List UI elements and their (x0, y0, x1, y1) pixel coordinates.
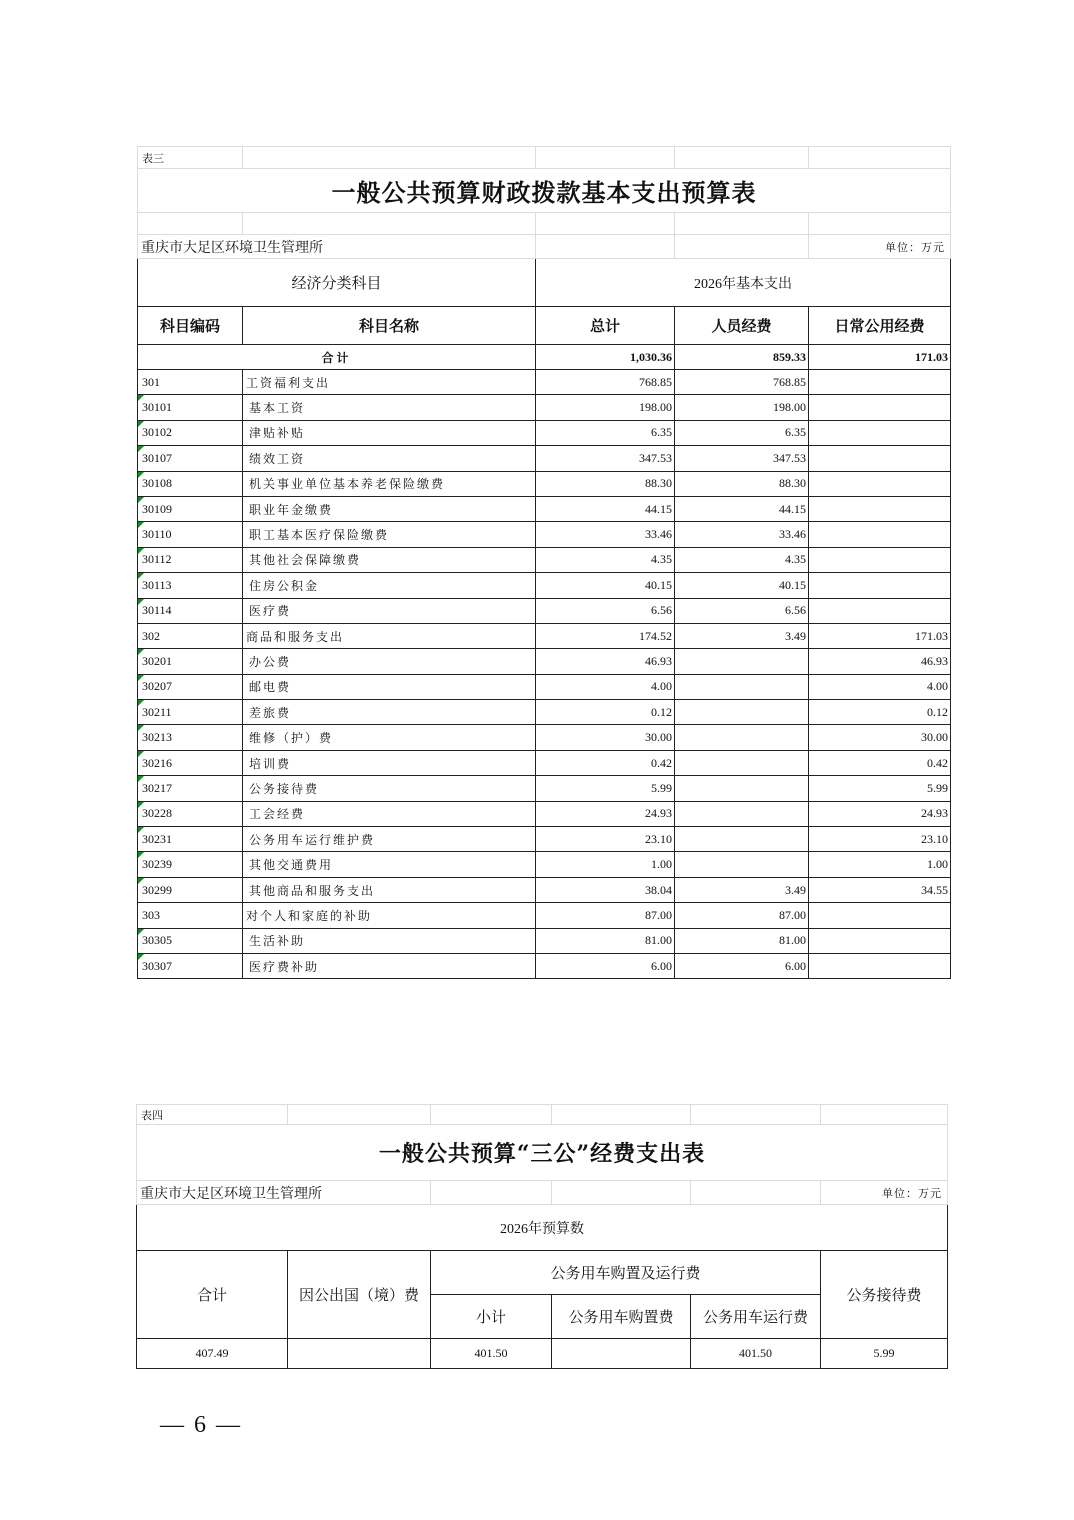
row-total: 4.00 (536, 674, 675, 699)
row-total: 38.04 (536, 877, 675, 902)
row-total: 347.53 (536, 446, 675, 471)
row-personnel: 44.15 (675, 496, 809, 521)
row-personnel: 87.00 (675, 903, 809, 928)
table4-title: 一般公共预算“三公”经费支出表 (137, 1125, 948, 1181)
row-personnel: 6.00 (675, 953, 809, 978)
row-code: 303 (138, 903, 243, 928)
row-personnel: 347.53 (675, 446, 809, 471)
row-code: 30207 (138, 674, 243, 699)
table4-value-row (137, 1339, 948, 1369)
row-public: 0.12 (809, 700, 951, 725)
row-public (809, 496, 951, 521)
row-total: 40.15 (536, 573, 675, 598)
row-total: 6.35 (536, 420, 675, 445)
row-code: 30211 (138, 700, 243, 725)
table3-title: 一般公共预算财政拨款基本支出预算表 (138, 169, 951, 213)
cell-marker-icon (138, 522, 144, 528)
row-code: 302 (138, 623, 243, 648)
cell-marker-icon (138, 954, 144, 960)
row-code: 30216 (138, 750, 243, 775)
total-total: 1,030.36 (536, 345, 675, 370)
row-code: 30299 (138, 877, 243, 902)
row-personnel: 3.49 (675, 877, 809, 902)
cell-marker-icon (138, 446, 144, 452)
row-name: 职业年金缴费 (243, 496, 536, 521)
table4-v-purchase (552, 1339, 691, 1369)
row-name: 办公费 (243, 649, 536, 674)
row-total: 198.00 (536, 395, 675, 420)
row-personnel (675, 801, 809, 826)
row-public (809, 420, 951, 445)
row-total: 5.99 (536, 776, 675, 801)
header-total: 总计 (536, 307, 675, 345)
row-personnel: 6.35 (675, 420, 809, 445)
row-total: 0.12 (536, 700, 675, 725)
row-personnel (675, 827, 809, 852)
cell-marker-icon (138, 573, 144, 579)
table4-v-abroad (288, 1339, 431, 1369)
header-public: 日常公用经费 (809, 307, 951, 345)
row-name: 其他交通费用 (243, 852, 536, 877)
row-public (809, 446, 951, 471)
table-row (138, 750, 951, 775)
row-code: 30305 (138, 928, 243, 953)
table3-col-group-left: 经济分类科目 (138, 259, 536, 307)
table-row (138, 598, 951, 623)
row-personnel (675, 674, 809, 699)
table-row (138, 903, 951, 928)
row-personnel: 81.00 (675, 928, 809, 953)
row-code: 30107 (138, 446, 243, 471)
row-total: 46.93 (536, 649, 675, 674)
table4-label: 表四 (137, 1105, 288, 1125)
table4-v-subtotal: 401.50 (431, 1339, 552, 1369)
row-code: 30228 (138, 801, 243, 826)
row-code: 30102 (138, 420, 243, 445)
row-total: 23.10 (536, 827, 675, 852)
cell-marker-icon (138, 675, 144, 681)
row-code: 30101 (138, 395, 243, 420)
table4-block (136, 1104, 948, 1369)
table-row (138, 446, 951, 471)
table4-h-purchase: 公务用车购置费 (552, 1295, 691, 1339)
table4-org: 重庆市大足区环境卫生管理所 (137, 1181, 431, 1205)
table4-year-header: 2026年预算数 (137, 1205, 948, 1251)
table3-total-row (138, 345, 951, 370)
row-public (809, 471, 951, 496)
table4-h-vehicle: 公务用车购置及运行费 (431, 1251, 821, 1295)
table-row (138, 395, 951, 420)
table-row (138, 801, 951, 826)
row-personnel (675, 725, 809, 750)
cell-marker-icon (138, 700, 144, 706)
row-code: 30231 (138, 827, 243, 852)
table-row (138, 573, 951, 598)
row-public (809, 370, 951, 395)
table-row (138, 827, 951, 852)
table4-h-operate: 公务用车运行费 (691, 1295, 821, 1339)
row-name: 对个人和家庭的补助 (243, 903, 536, 928)
row-code: 30307 (138, 953, 243, 978)
row-public: 4.00 (809, 674, 951, 699)
cell-marker-icon (138, 751, 144, 757)
cell-marker-icon (138, 776, 144, 782)
row-name: 工资福利支出 (243, 370, 536, 395)
row-name: 商品和服务支出 (243, 623, 536, 648)
table-row (138, 370, 951, 395)
cell-marker-icon (138, 472, 144, 478)
row-code: 30113 (138, 573, 243, 598)
table3-unit: 单位：万元 (809, 235, 951, 259)
table-row (138, 649, 951, 674)
row-public: 46.93 (809, 649, 951, 674)
row-personnel: 3.49 (675, 623, 809, 648)
row-personnel: 6.56 (675, 598, 809, 623)
row-personnel (675, 649, 809, 674)
cell-marker-icon (138, 497, 144, 503)
row-public: 5.99 (809, 776, 951, 801)
row-public: 1.00 (809, 852, 951, 877)
row-public: 30.00 (809, 725, 951, 750)
row-personnel: 198.00 (675, 395, 809, 420)
total-public: 171.03 (809, 345, 951, 370)
row-public: 34.55 (809, 877, 951, 902)
row-code: 30217 (138, 776, 243, 801)
row-public: 24.93 (809, 801, 951, 826)
header-personnel: 人员经费 (675, 307, 809, 345)
row-total: 174.52 (536, 623, 675, 648)
table4-v-operate: 401.50 (691, 1339, 821, 1369)
table4-h-total: 合计 (137, 1251, 288, 1339)
cell-marker-icon (138, 649, 144, 655)
total-personnel: 859.33 (675, 345, 809, 370)
row-total: 33.46 (536, 522, 675, 547)
row-total: 81.00 (536, 928, 675, 953)
cell-marker-icon (138, 929, 144, 935)
table-row (138, 953, 951, 978)
row-name: 邮电费 (243, 674, 536, 699)
row-total: 1.00 (536, 852, 675, 877)
row-name: 生活补助 (243, 928, 536, 953)
row-public: 171.03 (809, 623, 951, 648)
row-name: 医疗费补助 (243, 953, 536, 978)
row-code: 301 (138, 370, 243, 395)
cell-marker-icon (138, 395, 144, 401)
table4-v-reception: 5.99 (821, 1339, 948, 1369)
row-name: 工会经费 (243, 801, 536, 826)
table3-label: 表三 (138, 147, 243, 169)
row-code: 30110 (138, 522, 243, 547)
row-personnel (675, 776, 809, 801)
table4-v-total: 407.49 (137, 1339, 288, 1369)
header-code: 科目编码 (138, 307, 243, 345)
row-public: 23.10 (809, 827, 951, 852)
table-row (138, 852, 951, 877)
row-total: 30.00 (536, 725, 675, 750)
row-personnel: 33.46 (675, 522, 809, 547)
row-total: 6.00 (536, 953, 675, 978)
page-number: — 6 — (160, 1412, 242, 1438)
table3-col-group-right: 2026年基本支出 (536, 259, 951, 307)
row-personnel: 40.15 (675, 573, 809, 598)
total-label: 合计 (138, 345, 536, 370)
row-public (809, 598, 951, 623)
row-code: 30108 (138, 471, 243, 496)
row-public (809, 928, 951, 953)
cell-marker-icon (138, 878, 144, 884)
row-personnel (675, 750, 809, 775)
table-row (138, 928, 951, 953)
row-public: 0.42 (809, 750, 951, 775)
row-name: 基本工资 (243, 395, 536, 420)
row-personnel: 4.35 (675, 547, 809, 572)
row-code: 30213 (138, 725, 243, 750)
row-personnel (675, 700, 809, 725)
row-total: 768.85 (536, 370, 675, 395)
table4-h-abroad: 因公出国（境）费 (288, 1251, 431, 1339)
row-name: 其他社会保障缴费 (243, 547, 536, 572)
row-total: 6.56 (536, 598, 675, 623)
row-public (809, 522, 951, 547)
table4-h-reception: 公务接待费 (821, 1251, 948, 1339)
table3-body (138, 370, 951, 979)
table3-header-row (138, 307, 951, 345)
table3-block (137, 146, 951, 979)
row-personnel: 88.30 (675, 471, 809, 496)
row-public (809, 395, 951, 420)
cell-marker-icon (138, 827, 144, 833)
row-public (809, 573, 951, 598)
row-name: 公务接待费 (243, 776, 536, 801)
row-name: 职工基本医疗保险缴费 (243, 522, 536, 547)
row-total: 44.15 (536, 496, 675, 521)
cell-marker-icon (138, 421, 144, 427)
row-total: 4.35 (536, 547, 675, 572)
header-name: 科目名称 (243, 307, 536, 345)
row-public (809, 903, 951, 928)
table-row (138, 700, 951, 725)
row-code: 30112 (138, 547, 243, 572)
row-name: 绩效工资 (243, 446, 536, 471)
table-row (138, 420, 951, 445)
row-name: 其他商品和服务支出 (243, 877, 536, 902)
table3-org: 重庆市大足区环境卫生管理所 (138, 235, 536, 259)
row-name: 公务用车运行维护费 (243, 827, 536, 852)
row-total: 88.30 (536, 471, 675, 496)
row-name: 机关事业单位基本养老保险缴费 (243, 471, 536, 496)
cell-marker-icon (138, 802, 144, 808)
table-row (138, 471, 951, 496)
cell-marker-icon (138, 599, 144, 605)
row-name: 医疗费 (243, 598, 536, 623)
table4-unit: 单位：万元 (821, 1181, 948, 1205)
row-code: 30201 (138, 649, 243, 674)
cell-marker-icon (138, 548, 144, 554)
row-name: 培训费 (243, 750, 536, 775)
table4 (136, 1104, 948, 1369)
table-row (138, 674, 951, 699)
row-personnel (675, 852, 809, 877)
row-public (809, 547, 951, 572)
row-total: 87.00 (536, 903, 675, 928)
row-code: 30109 (138, 496, 243, 521)
table-row (138, 623, 951, 648)
row-name: 差旅费 (243, 700, 536, 725)
row-personnel: 768.85 (675, 370, 809, 395)
cell-marker-icon (138, 725, 144, 731)
row-code: 30114 (138, 598, 243, 623)
table-row (138, 725, 951, 750)
table-row (138, 547, 951, 572)
row-total: 0.42 (536, 750, 675, 775)
table-row (138, 496, 951, 521)
table-row (138, 522, 951, 547)
table3 (137, 146, 951, 979)
table-row (138, 776, 951, 801)
row-name: 津贴补贴 (243, 420, 536, 445)
cell-marker-icon (138, 852, 144, 858)
row-public (809, 953, 951, 978)
row-code: 30239 (138, 852, 243, 877)
row-total: 24.93 (536, 801, 675, 826)
table4-h-subtotal: 小计 (431, 1295, 552, 1339)
row-name: 住房公积金 (243, 573, 536, 598)
table-row (138, 877, 951, 902)
row-name: 维修（护）费 (243, 725, 536, 750)
